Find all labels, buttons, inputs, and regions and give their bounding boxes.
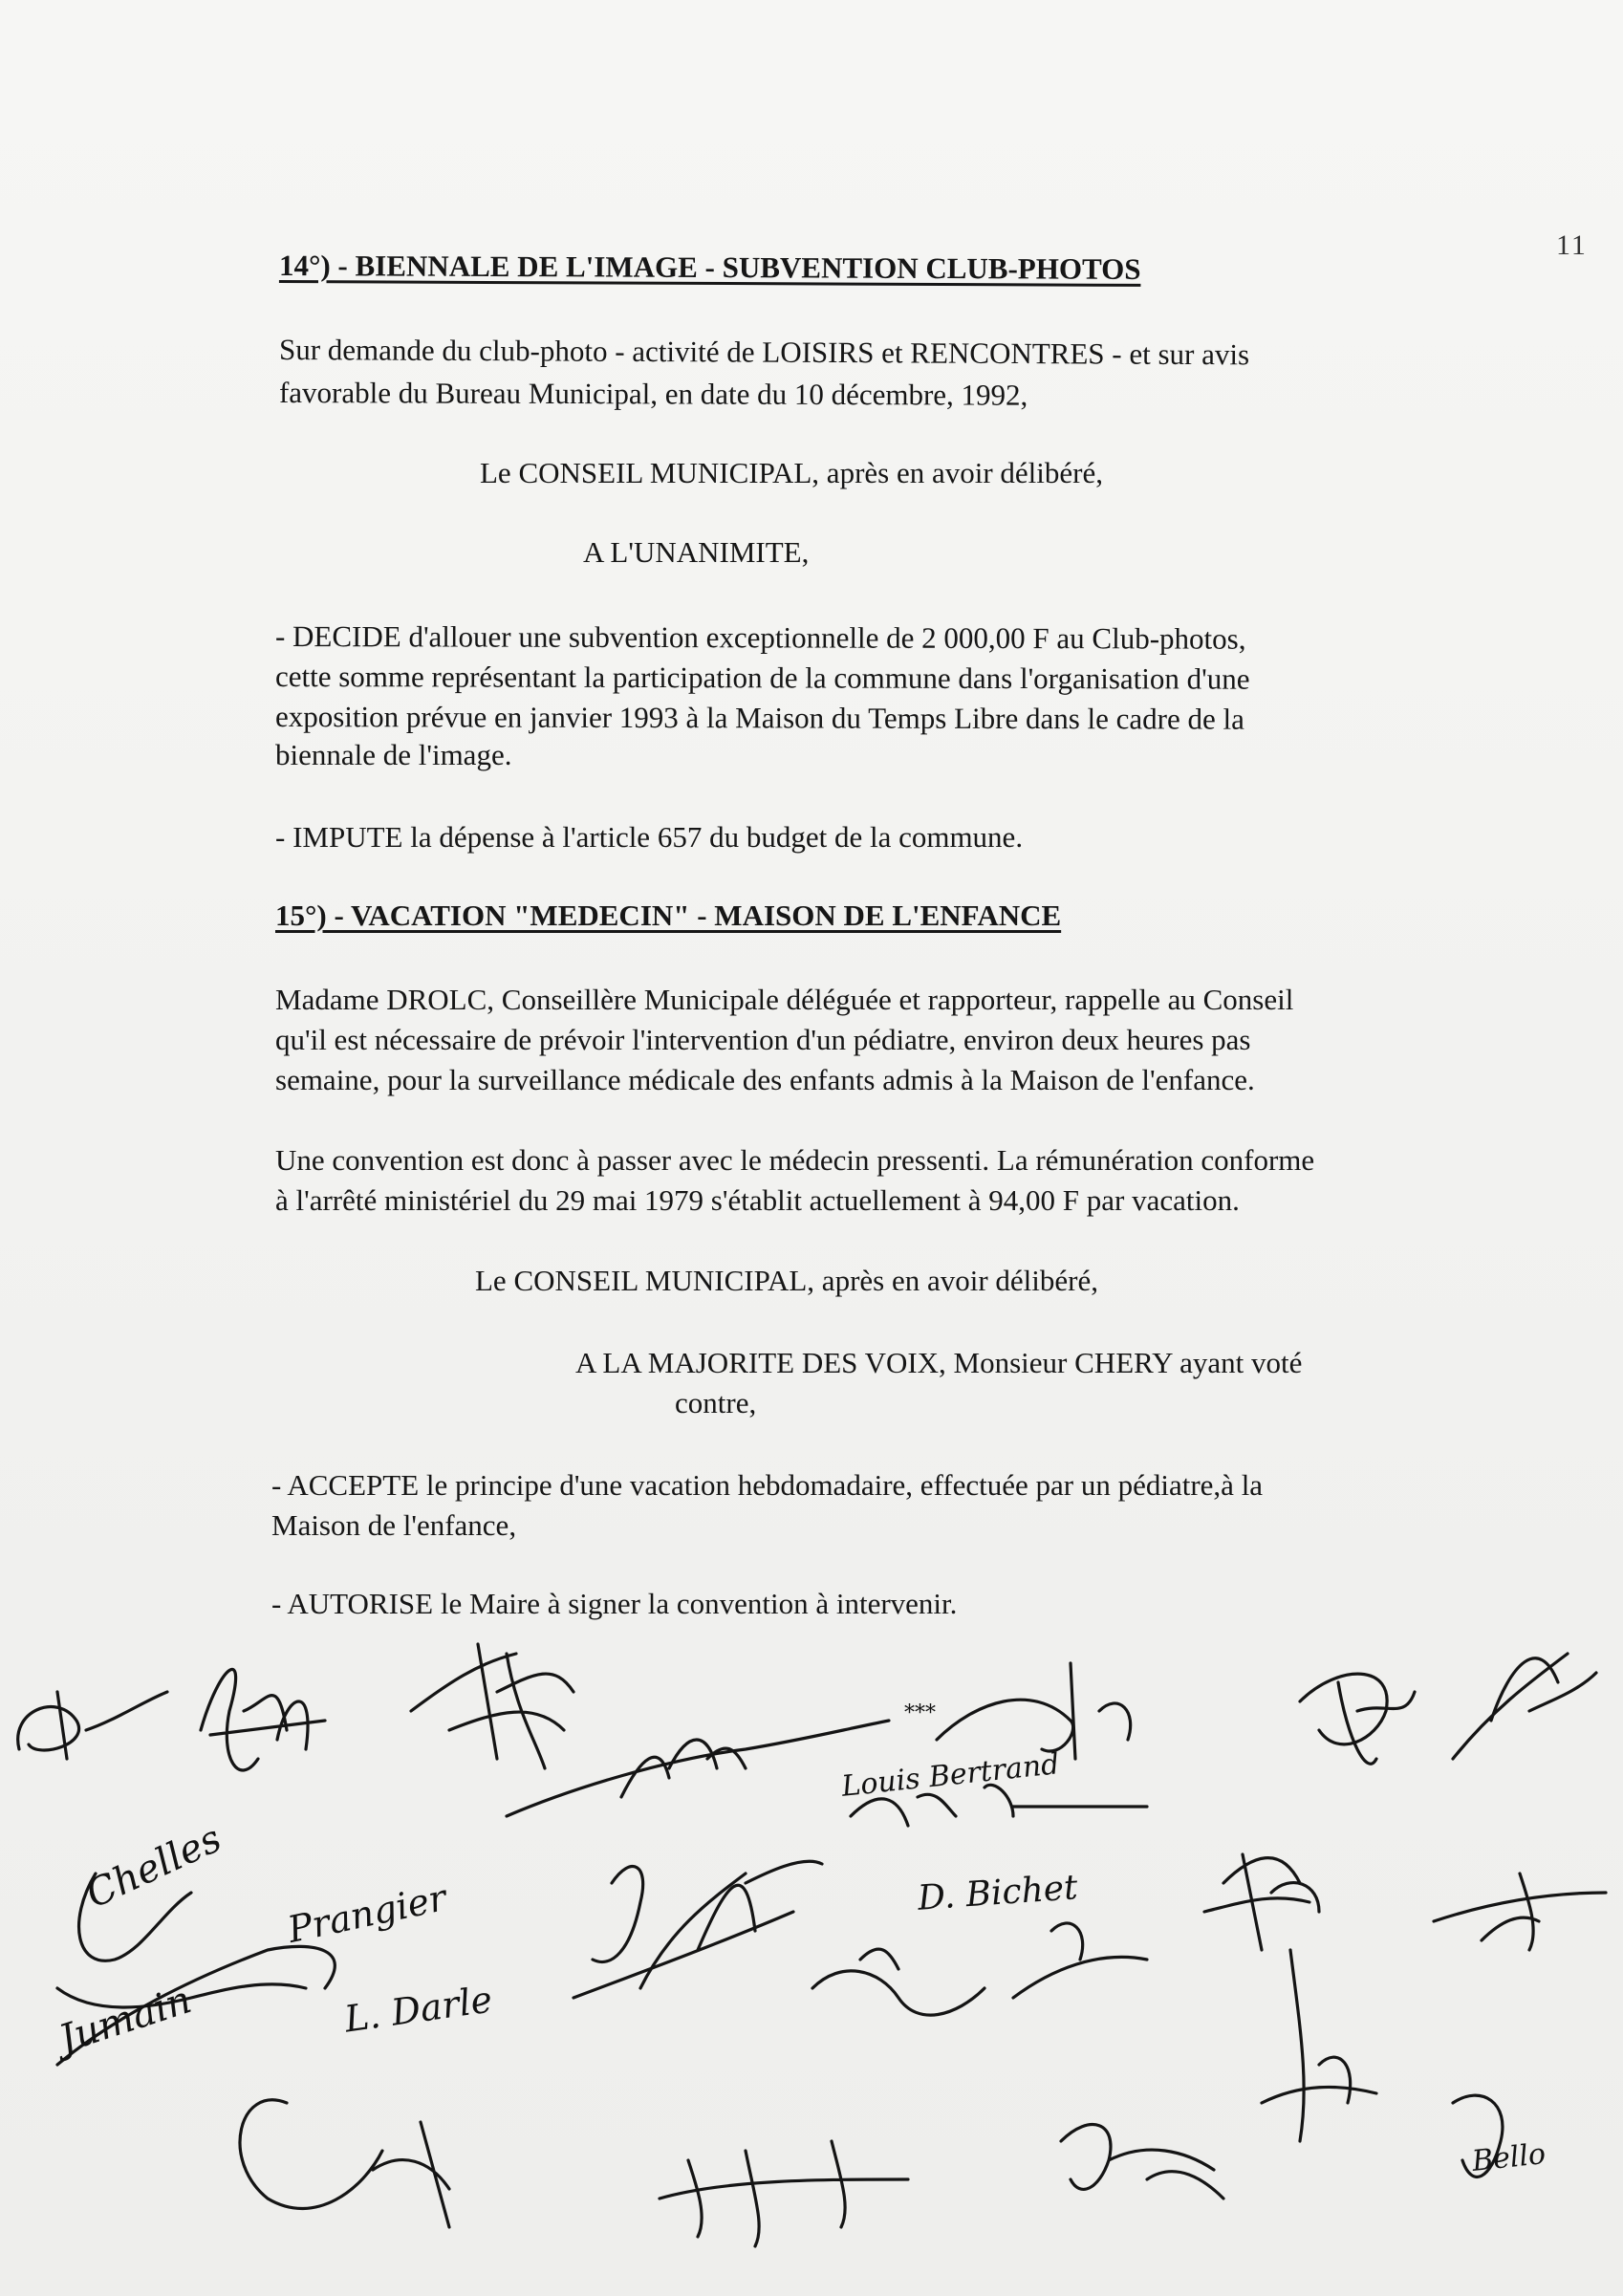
section-14-decide-line-4: biennale de l'image. (275, 738, 512, 771)
signature-4 (507, 1721, 889, 1816)
section-15-conseil-line: Le CONSEIL MUNICIPAL, après en avoir délibéré, (475, 1264, 1098, 1297)
section-14-heading: 14°) - BIENNALE DE L'IMAGE - SUBVENTION CLUB-PHOTOS (278, 249, 1141, 286)
signature-19 (660, 2141, 908, 2246)
signature-14 (1013, 1923, 1147, 1998)
signature-13 (812, 1949, 985, 2015)
section-15-vote-line-1: A LA MAJORITE DES VOIX, Monsieur CHERY ayant voté (575, 1346, 1303, 1379)
signatures-block (0, 1568, 1623, 2296)
section-15-accepte-line-1: - ACCEPTE le principe d'une vacation hebdomadaire, effectuée par un pédiatre,à la (271, 1468, 1264, 1502)
section-14-vote-line: A L'UNANIMITE, (583, 535, 810, 569)
section-14-intro-line-2: favorable du Bureau Municipal, en date du 10 décembre, 1992, (278, 376, 1028, 412)
section-14-conseil-line: Le CONSEIL MUNICIPAL, après en avoir délibéré, (480, 456, 1103, 489)
signature-20 (1061, 2125, 1223, 2199)
signature-name-1: Chelles (79, 1816, 228, 1917)
signature-17 (1262, 1950, 1376, 2141)
signature-2 (201, 1669, 325, 1770)
section-15-para1-line-1: Madame DROLC, Conseillère Municipale déléguée et rapporteur, rappelle au Conseil (275, 983, 1294, 1016)
section-15-para2-line-2: à l'arrêté ministériel du 29 mai 1979 s'établit actuellement à 94,00 F par vacation. (275, 1183, 1240, 1217)
section-15-accepte-line-2: Maison de l'enfance, (271, 1508, 517, 1542)
page-number: 11 (1556, 229, 1588, 261)
signature-name-4: L. Darle (341, 1978, 495, 2041)
signature-name-7: Bello (1470, 2137, 1547, 2178)
section-14-decide-line-2: cette somme représentant la participation de la commune dans l'organisation d'une (274, 660, 1250, 696)
section-14-intro-line-1: Sur demande du club-photo - activité de LOISIRS et RENCONTRES - et sur avis (278, 333, 1250, 372)
signature-12 (640, 1861, 822, 1988)
signature-name-5: Louis Bertrand (839, 1747, 1061, 1804)
section-15-vote-line-2: contre, (675, 1386, 757, 1419)
signature-15 (1204, 1854, 1319, 1950)
signature-8 (1453, 1654, 1596, 1759)
signature-name-3: Prangier (284, 1876, 450, 1951)
signature-16 (1434, 1874, 1606, 1950)
signatures-drawing (0, 1568, 1623, 2296)
section-15-para1-line-2: qu'il est nécessaire de prévoir l'intervention d'un pédiatre, environ deux heures pas (275, 1023, 1251, 1056)
signature-18 (240, 2100, 449, 2227)
section-15-heading: 15°) - VACATION "MEDECIN" - MAISON DE L'ENFANCE (275, 899, 1062, 932)
section-14-impute-line: - IMPUTE la dépense à l'article 657 du budget de la commune. (275, 820, 1024, 854)
signature-mark: *** (904, 1701, 936, 1725)
section-15-para2-line-1: Une convention est donc à passer avec le médecin pressenti. La rémunération conforme (275, 1143, 1315, 1177)
signature-11 (573, 1867, 793, 1998)
signature-name-2: Jumain (54, 1978, 197, 2062)
signature-3 (411, 1644, 573, 1768)
section-14-decide-line-3: exposition prévue en janvier 1993 à la Maison du Temps Libre dans le cadre de la (274, 700, 1244, 736)
section-14-decide-line-1: - DECIDE d'allouer une subvention exceptionnelle de 2 000,00 F au Club-photos, (274, 619, 1246, 656)
section-15-autorise-line: - AUTORISE le Maire à signer la convention à intervenir. (271, 1587, 958, 1620)
signature-1 (18, 1692, 167, 1759)
signature-5 (937, 1663, 1131, 1759)
section-15-para1-line-3: semaine, pour la surveillance médicale des enfants admis à la Maison de l'enfance. (275, 1063, 1255, 1096)
signature-7 (1300, 1674, 1415, 1764)
signature-name-6: D. Bichet (916, 1868, 1079, 1918)
